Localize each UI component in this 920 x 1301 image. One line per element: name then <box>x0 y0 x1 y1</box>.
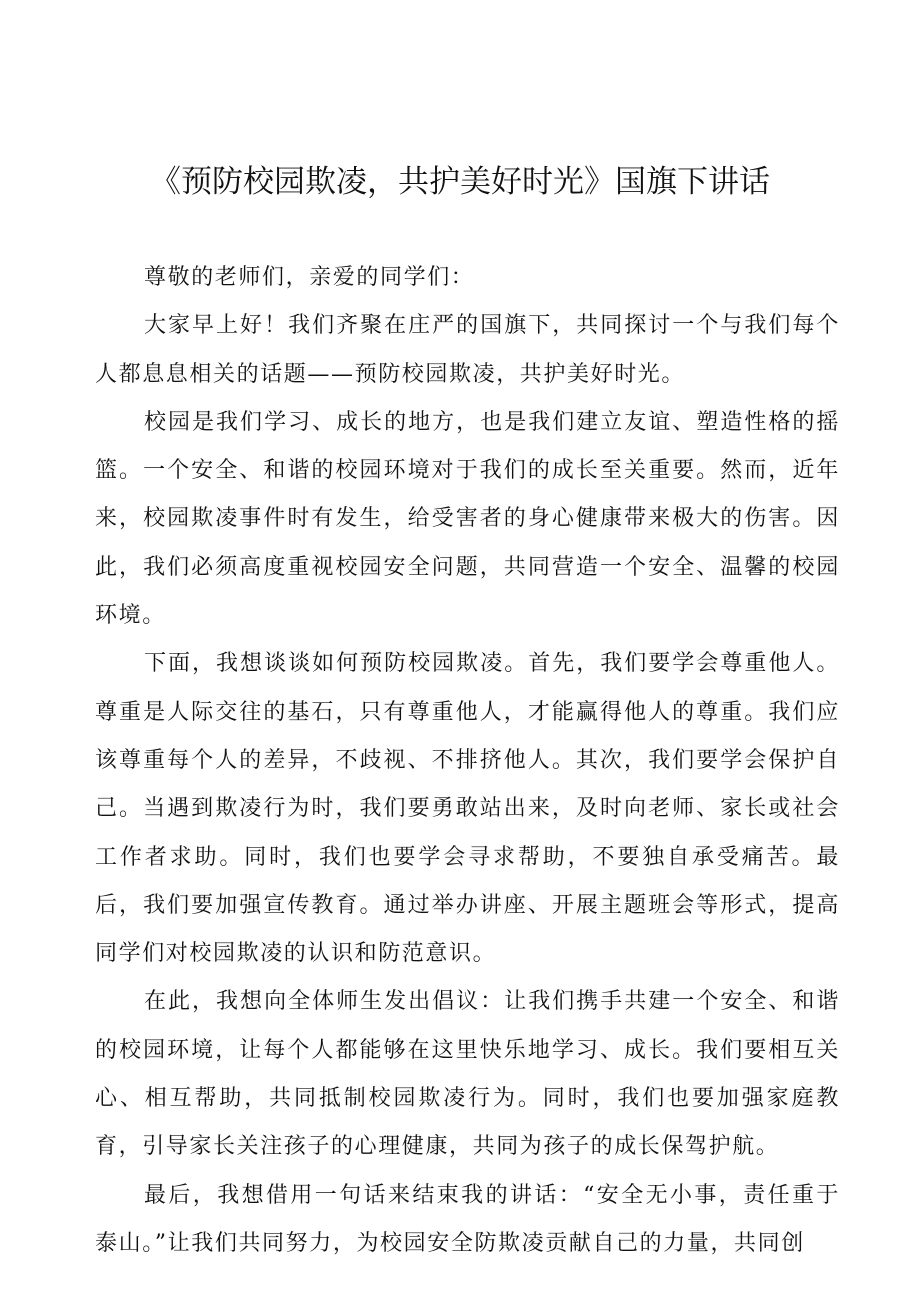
salutation-paragraph: 尊敬的老师们，亲爱的同学们： <box>144 265 475 290</box>
proposal-paragraph: 在此，我想向全体师生发出倡议：让我们携手共建一个安全、和谐的校园环境，让每个人都能够在这里快乐地学习、成长。我们要相互关心、相互帮助，共同抵制校园欺凌行为。同时，我们也要加强家庭教育，引导家长关注孩子的心理健康，共同为孩子的成长保驾护航。 <box>95 989 840 1160</box>
document-title: 《预防校园欺凌，共护美好时光》国旗下讲话 <box>150 164 770 200</box>
prevention-methods-paragraph: 下面，我想谈谈如何预防校园欺凌。首先，我们要学会尊重他人。尊重是人际交往的基石，只有尊重他人，才能赢得他人的尊重。我们应该尊重每个人的差异，不歧视、不排挤他人。其次，我们要学会保护自己。当遇到欺凌行为时，我们要勇敢站出来，及时向老师、家长或社会工作者求助。同时，我们也要学会寻求帮助，不要独自承受痛苦。最后，我们要加强宣传教育。通过举办讲座、开展主题班会等形式，提高同学们对校园欺凌的认识和防范意识。 <box>95 651 840 967</box>
closing-paragraph: 最后，我想借用一句话来结束我的讲话：“安全无小事，责任重于泰山。”让我们共同努力，为校园安全防欺凌贡献自己的力量，共同创 <box>95 1182 840 1256</box>
greeting-paragraph: 大家早上好！我们齐聚在庄严的国旗下，共同探讨一个与我们每个人都息息相关的话题——预防校园欺凌，共护美好时光。 <box>95 313 840 387</box>
campus-importance-paragraph: 校园是我们学习、成长的地方，也是我们建立友谊、塑造性格的摇篮。一个安全、和谐的校园环境对于我们的成长至关重要。然而，近年来，校园欺凌事件时有发生，给受害者的身心健康带来极大的伤害。因此，我们必须高度重视校园安全问题，共同营造一个安全、温馨的校园环境。 <box>95 409 840 629</box>
speech-body <box>95 254 840 1268</box>
